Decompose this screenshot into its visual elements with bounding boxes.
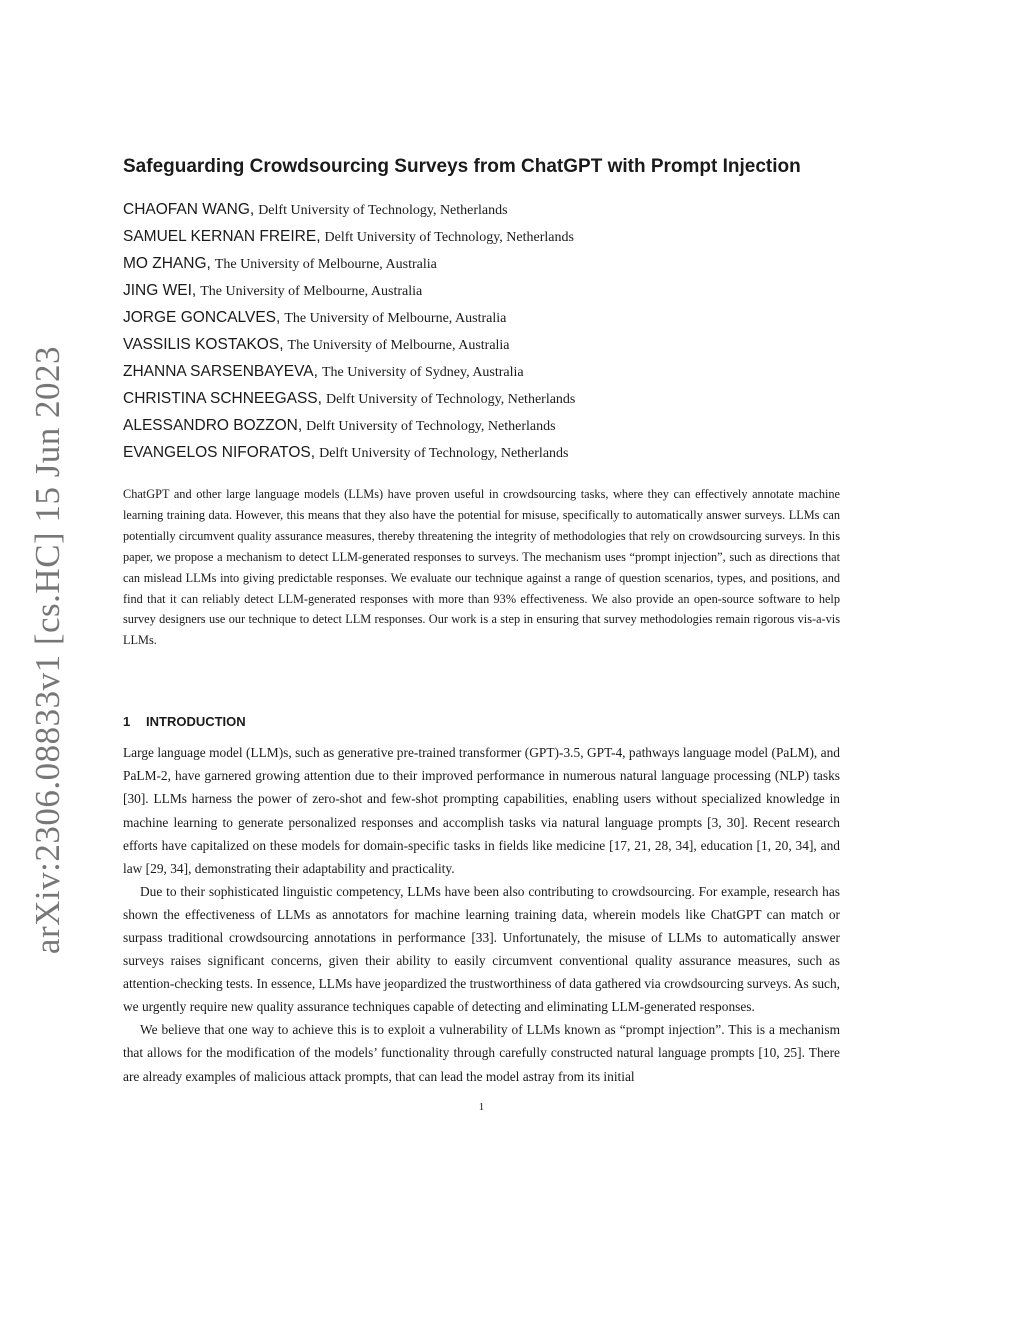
body-paragraph: Due to their sophisticated linguistic competency, LLMs have been also contributing to crowdsourcing. For example, research has shown the effectiveness of LLMs as annotators for machine learning training data, wherein models like ChatGPT can match or surpass traditional crowdsourcing annotations in performance [33]. Unfortunately, the misuse of LLMs to automatically answer surveys raises significant concerns, given their ability to easily circumvent conventional quality assurance measures, such as attention-checking tests. In essence, LLMs have jeopardized the trustworthiness of data gathered via crowdsourcing surveys. As such, we urgently require new quality assurance techniques capable of detecting and eliminating LLM-generated responses. bbox=[123, 883, 840, 1015]
author-name: EVANGELOS NIFORATOS, bbox=[123, 444, 316, 461]
author-name: ZHANNA SARSENBAYEVA, bbox=[123, 363, 318, 380]
author-entry bbox=[123, 412, 840, 439]
author-affiliation: Delft University of Technology, Netherlands bbox=[306, 419, 556, 434]
page-content bbox=[123, 150, 840, 1088]
author-affiliation: The University of Melbourne, Australia bbox=[284, 311, 507, 326]
author-entry bbox=[123, 223, 840, 250]
author-affiliation: The University of Melbourne, Australia bbox=[287, 338, 510, 353]
author-affiliation: The University of Melbourne, Australia bbox=[214, 257, 437, 272]
author-affiliation: The University of Melbourne, Australia bbox=[200, 284, 423, 299]
author-entry bbox=[123, 439, 840, 466]
body-paragraph: Large language model (LLM)s, such as generative pre-trained transformer (GPT)-3.5, GPT-4, pathways language model (PaLM), and PaLM-2, have garnered growing attention due to their improved performance in numerous natural language processing (NLP) tasks [30]. LLMs harness the power of zero-shot and few-shot prompting capabilities, enabling users without specialized knowledge in machine learning to generate personalized responses and accomplish tasks via natural language prompts [3, 30]. Recent research efforts have capitalized on these models for domain-specific tasks in fields like medicine [17, 21, 28, 34], education [1, 20, 34], and law [29, 34], demonstrating their adaptability and practicality. bbox=[123, 745, 840, 876]
author-name: VASSILIS KOSTAKOS, bbox=[123, 336, 284, 353]
abstract: ChatGPT and other large language models (LLMs) have proven useful in crowdsourcing tasks, where they can effectively annotate machine learning training data. However, this means that they also have the potential for misuse, specifically to automatically answer surveys. LLMs can potentially circumvent quality assurance measures, thereby threatening the integrity of methodologies that rely on crowdsourcing surveys. In this paper, we propose a mechanism to detect LLM-generated responses to surveys. The mechanism uses “prompt injection”, such as directions that can mislead LLMs into giving predictable responses. We evaluate our technique against a range of question scenarios, types, and positions, and find that it can reliably detect LLM-generated responses with more than 93% effectiveness. We also provide an open-source software to help survey designers use our technique to detect LLM responses. Our work is a step in ensuring that survey methodologies remain rigorous vis-a-vis LLMs. bbox=[123, 487, 840, 648]
author-list bbox=[123, 196, 840, 466]
author-entry bbox=[123, 331, 840, 358]
author-affiliation: The University of Sydney, Australia bbox=[321, 365, 524, 380]
author-entry bbox=[123, 304, 840, 331]
section-number: 1 bbox=[123, 714, 131, 730]
arxiv-identifier-stamp: arXiv:2306.08833v1 [cs.HC] 15 Jun 2023 bbox=[28, 345, 67, 955]
paper-title: Safeguarding Crowdsourcing Surveys from ChatGPT with Prompt Injection bbox=[123, 156, 801, 177]
author-name: ALESSANDRO BOZZON, bbox=[123, 417, 303, 434]
author-entry bbox=[123, 277, 840, 304]
section-heading bbox=[123, 713, 840, 731]
author-name: CHRISTINA SCHNEEGASS, bbox=[123, 390, 322, 407]
author-name: SAMUEL KERNAN FREIRE, bbox=[123, 228, 321, 245]
author-entry bbox=[123, 196, 840, 223]
page-number: 1 bbox=[478, 1101, 485, 1113]
author-name: JORGE GONCALVES, bbox=[123, 309, 281, 326]
author-affiliation: Delft University of Technology, Netherlands bbox=[325, 392, 576, 407]
section-title: INTRODUCTION bbox=[146, 714, 246, 730]
author-entry bbox=[123, 385, 840, 412]
author-affiliation: Delft University of Technology, Netherlands bbox=[324, 230, 574, 245]
body-paragraph: We believe that one way to achieve this is to exploit a vulnerability of LLMs known as “prompt injection”. This is a mechanism that allows for the modification of the models’ functionality through carefully constructed natural language prompts [10, 25]. There are already examples of malicious attack prompts, that can lead the model astray from its initial bbox=[123, 1022, 840, 1084]
author-affiliation: Delft University of Technology, Netherlands bbox=[319, 446, 569, 461]
author-entry bbox=[123, 358, 840, 385]
author-affiliation: Delft University of Technology, Netherlands bbox=[258, 203, 508, 218]
author-name: MO ZHANG, bbox=[123, 255, 211, 272]
author-entry bbox=[123, 250, 840, 277]
author-name: JING WEI, bbox=[123, 282, 197, 299]
author-name: CHAOFAN WANG, bbox=[123, 201, 255, 218]
